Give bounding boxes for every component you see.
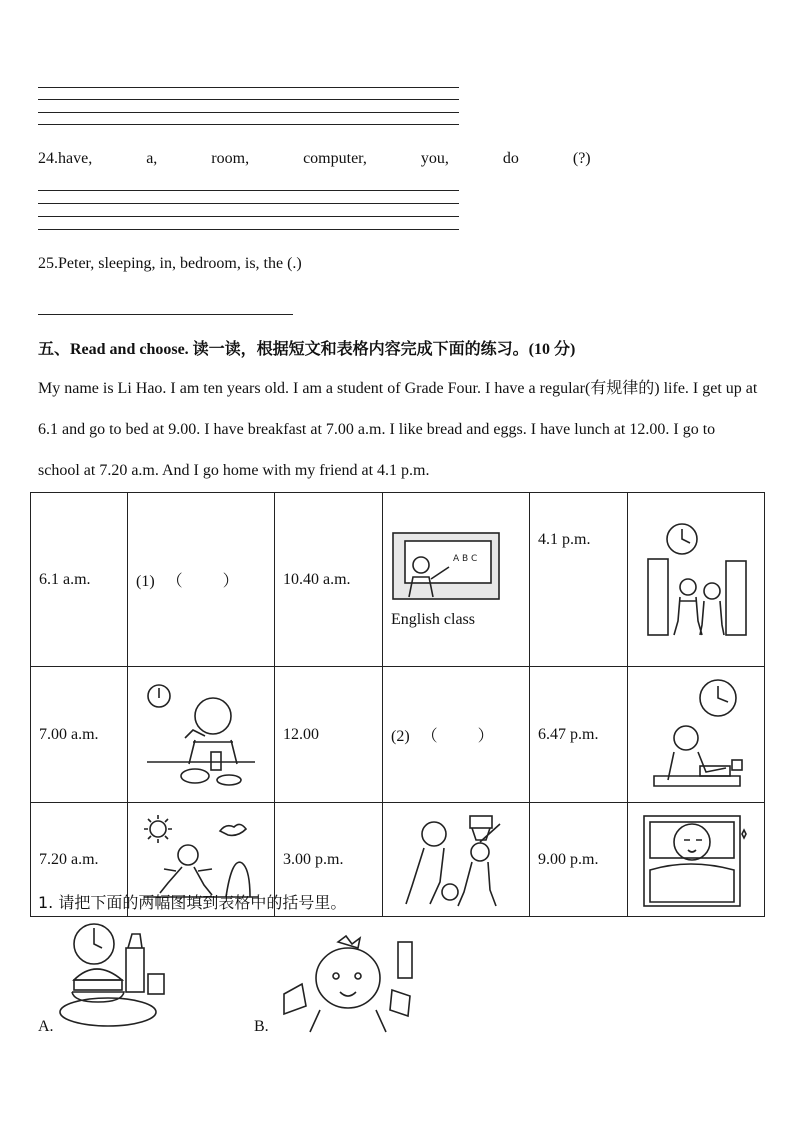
blank-2: (2) （ ）: [391, 728, 494, 745]
answer-line: [38, 190, 459, 191]
blank-cell-2: [383, 667, 530, 803]
question-24: [38, 150, 591, 168]
time-cell: 7.00 a.m.: [31, 667, 128, 803]
question-number: 24.: [38, 150, 58, 167]
go-home-illustration: [640, 521, 752, 639]
time-cell: 3.00 p.m.: [275, 803, 383, 917]
dinner-cell: [628, 667, 765, 803]
table-row: [31, 667, 765, 803]
blank-cell-1: [128, 493, 275, 667]
reading-girl-illustration: [280, 934, 414, 1034]
table-row: [31, 493, 765, 667]
answer-line: [38, 87, 459, 88]
time-cell: 6.1 a.m.: [31, 493, 128, 667]
time-cell: 4.1 p.m.: [530, 493, 628, 667]
answer-line: [38, 314, 293, 315]
time-cell: 10.40 a.m.: [275, 493, 383, 667]
time-cell: 6.47 p.m.: [530, 667, 628, 803]
reading-passage: My name is Li Hao. I am ten years old. I am a student of Grade Four. I have a regular(有规律的) life. I get up at 6.1 and go to bed at 9.00. I have breakfast at 7.00 a.m. I like bread and eggs. I have lunch at 12.00. I go to school at 7.20 a.m. And I go home with my friend at 4.1 p.m.: [38, 380, 758, 479]
answer-line: [38, 124, 459, 125]
question-number: 25.: [38, 255, 58, 272]
breakfast-cell: [128, 667, 275, 803]
breakfast-illustration: [145, 680, 257, 790]
answer-line: [38, 229, 459, 230]
time-cell: 9.00 p.m.: [530, 803, 628, 917]
answer-line: [38, 99, 459, 100]
option-b-label: B.: [254, 1018, 269, 1035]
question-words: Peter, sleeping, in, bedroom, is, the (.): [58, 255, 302, 272]
english-class-cell: [383, 493, 530, 667]
basketball-illustration: [400, 812, 512, 908]
question-25: [38, 255, 302, 273]
go-to-bed-cell: [628, 803, 765, 917]
english-class-label: English class: [391, 610, 475, 628]
basketball-cell: [383, 803, 530, 917]
english-class-illustration: [391, 531, 503, 603]
answer-line: [38, 216, 459, 217]
answer-line: [38, 112, 459, 113]
answer-line: [38, 203, 459, 204]
schedule-table: [30, 492, 765, 917]
svg-text:A B C: A B C: [453, 553, 478, 564]
question-1-instruction: 1. 请把下面的两幅图填到表格中的括号里。: [38, 893, 347, 912]
sleeping-illustration: [640, 810, 752, 910]
time-cell: 7.20 a.m.: [31, 803, 128, 917]
time-cell: 12.00: [275, 667, 383, 803]
option-a-label: A.: [38, 1018, 54, 1035]
lunch-illustration: [56, 922, 170, 1028]
question-words: have, a, room, computer, you, do (?): [58, 150, 591, 167]
go-home-cell: [628, 493, 765, 667]
homework-illustration: [640, 676, 752, 794]
blank-1: (1) （ ）: [136, 573, 239, 590]
section-title: 五、Read and choose. 读一读，根据短文和表格内容完成下面的练习。(10 分): [38, 341, 576, 358]
